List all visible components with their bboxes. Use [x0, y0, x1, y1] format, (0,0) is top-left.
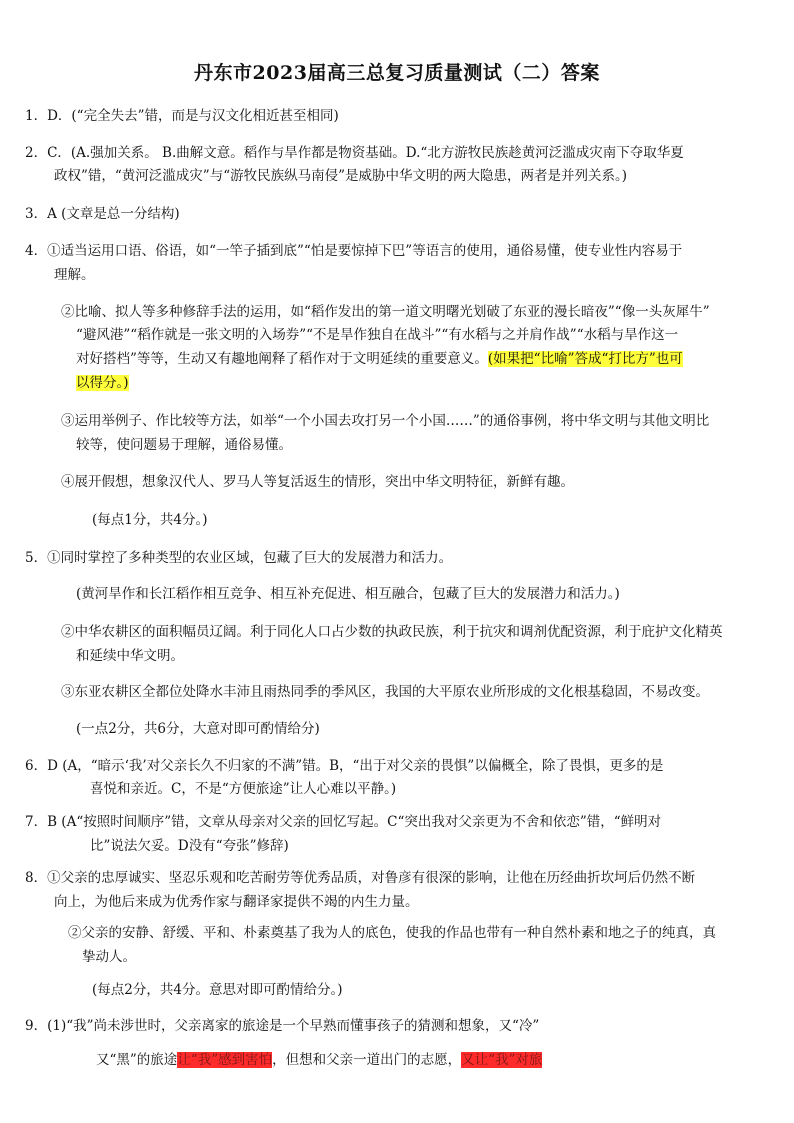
answer-8-score: (每点2分，共4分。意思对即可酌情给分。) [92, 982, 343, 998]
red-highlight-2: 又让“我”对旅 [461, 1052, 543, 1068]
answer-4-line-2: 理解。 [54, 267, 95, 283]
answer-8-point-2-line-2: 挚动人。 [82, 949, 136, 965]
answer-2-line-1: 2．C．(A.强加关系。 B.曲解文意。稻作与旱作都是物资基础。D.“北方游牧民族趁黄河泛滥成灾南下夺取华夏 [25, 145, 684, 161]
answer-7-line-2: 比”说法欠妥。D没有“夸张”修辞) [90, 838, 289, 854]
answer-4-point-2-line-3 [76, 347, 683, 371]
answer-4-point-3-line-2: 较等，使问题易于理解，通俗易懂。 [76, 437, 292, 453]
answer-6-line-2: 喜悦和亲近。C，不是“方便旅途”让人心难以平静。) [90, 781, 397, 797]
answer-5-score: (一点2分，共6分，大意对即可酌情给分) [76, 721, 320, 737]
answer-1: 1．D．(“完全失去”错，而是与汉文化相近甚至相同) [25, 108, 339, 124]
answer-2-line-2: 政权”错，“黄河泛滥成灾”与“游牧民族纵马南侵”是威胁中华文明的两大隐患，两者是并列关系。) [54, 168, 628, 184]
answer-8-line-1: 8．①父亲的忠厚诚实、坚忍乐观和吃苦耐劳等优秀品质，对鲁彦有很深的影响，让他在历经曲折坎坷后仍然不断 [25, 870, 696, 886]
answer-8-line-2: 向上，为他后来成为优秀作家与翻译家提供不竭的内生力量。 [54, 894, 419, 910]
answer-5-point-2-line-2: 和延续中华文明。 [76, 648, 184, 664]
answer-4-line-1: 4．①适当运用口语、俗语，如“一竿子插到底”“怕是要惊掉下巴”等语言的使用，通俗易懂，使专业性内容易于 [25, 243, 683, 259]
answer-4-point-4: ④展开假想，想象汉代人、罗马人等复活返生的情形，突出中华文明特征，新鲜有趣。 [61, 474, 574, 490]
answer-4-point-2-line-4 [76, 371, 129, 395]
answer-9-line-2 [96, 1048, 542, 1072]
answer-9-text-a: 又“黑”的旅途 [96, 1052, 178, 1068]
answer-4-point-3-line-1: ③运用举例子、作比较等方法，如举“一个小国去攻打另一个小国……”的通俗事例，将中华文明与其他文明比 [61, 413, 710, 429]
highlighted-note: (如果把“比喻”答成“打比方”也可 [487, 351, 683, 367]
answer-7-line-1: 7．B (A“按照时间顺序”错，文章从母亲对父亲的回忆写起。C“突出我对父亲更为不舍和依恋”错，“鲜明对 [25, 814, 662, 830]
answer-4-point-2-line-2: “避风港”“稻作就是一张文明的入场券”“不是旱作独自在战斗”“有水稻与之并肩作战”“水稻与旱作这一 [76, 327, 679, 343]
answer-4-point-2-text: 对好搭档”等等，生动又有趣地阐释了稻作对于文明延续的重要意义。 [76, 351, 488, 367]
answer-5-line-1: 5．①同时掌控了多种类型的农业区域，包藏了巨大的发展潜力和活力。 [25, 550, 453, 566]
answer-8-point-2-line-1: ②父亲的安静、舒缓、平和、朴素奠基了我为人的底色，使我的作品也带有一种自然朴素和地之子的纯真，真 [68, 925, 716, 941]
answer-4-score: (每点1分，共4分。) [92, 512, 208, 528]
page-title: 丹东市2023届高三总复习质量测试（二）答案 [194, 62, 600, 84]
answer-5-note: (黄河旱作和长江稻作相互竞争、相互补充促进、相互融合，包藏了巨大的发展潜力和活力。) [76, 586, 620, 602]
answer-9-line-1: 9．(1)“我”尚未涉世时，父亲离家的旅途是一个早熟而懂事孩子的猜测和想象，又“冷” [25, 1018, 540, 1034]
answer-5-point-2-line-1: ②中华农耕区的面积幅员辽阔。利于同化人口占少数的执政民族，利于抗灾和调剂优配资源，利于庇护文化精英 [61, 624, 723, 640]
answer-6-line-1: 6．D (A，“暗示‘我’对父亲长久不归家的不满”错。B，“出于对父亲的畏惧”以偏概全，除了畏惧，更多的是 [25, 758, 664, 774]
red-highlight-1: 让“我”感到害怕 [177, 1052, 273, 1068]
answer-3: 3．A (文章是总一分结构) [25, 206, 180, 222]
answer-4-point-2-line-1: ②比喻、拟人等多种修辞手法的运用，如“稻作发出的第一道文明曙光划破了东亚的漫长暗夜”“像一头灰犀牛” [61, 304, 710, 320]
answer-9-text-b: ，但想和父亲一道出门的志愿， [272, 1052, 462, 1068]
highlighted-note-cont: 以得分。) [76, 375, 129, 391]
answer-5-point-3: ③东亚农耕区全都位处降水丰沛且雨热同季的季风区，我国的大平原农业所形成的文化根基稳固，不易改变。 [61, 684, 709, 700]
